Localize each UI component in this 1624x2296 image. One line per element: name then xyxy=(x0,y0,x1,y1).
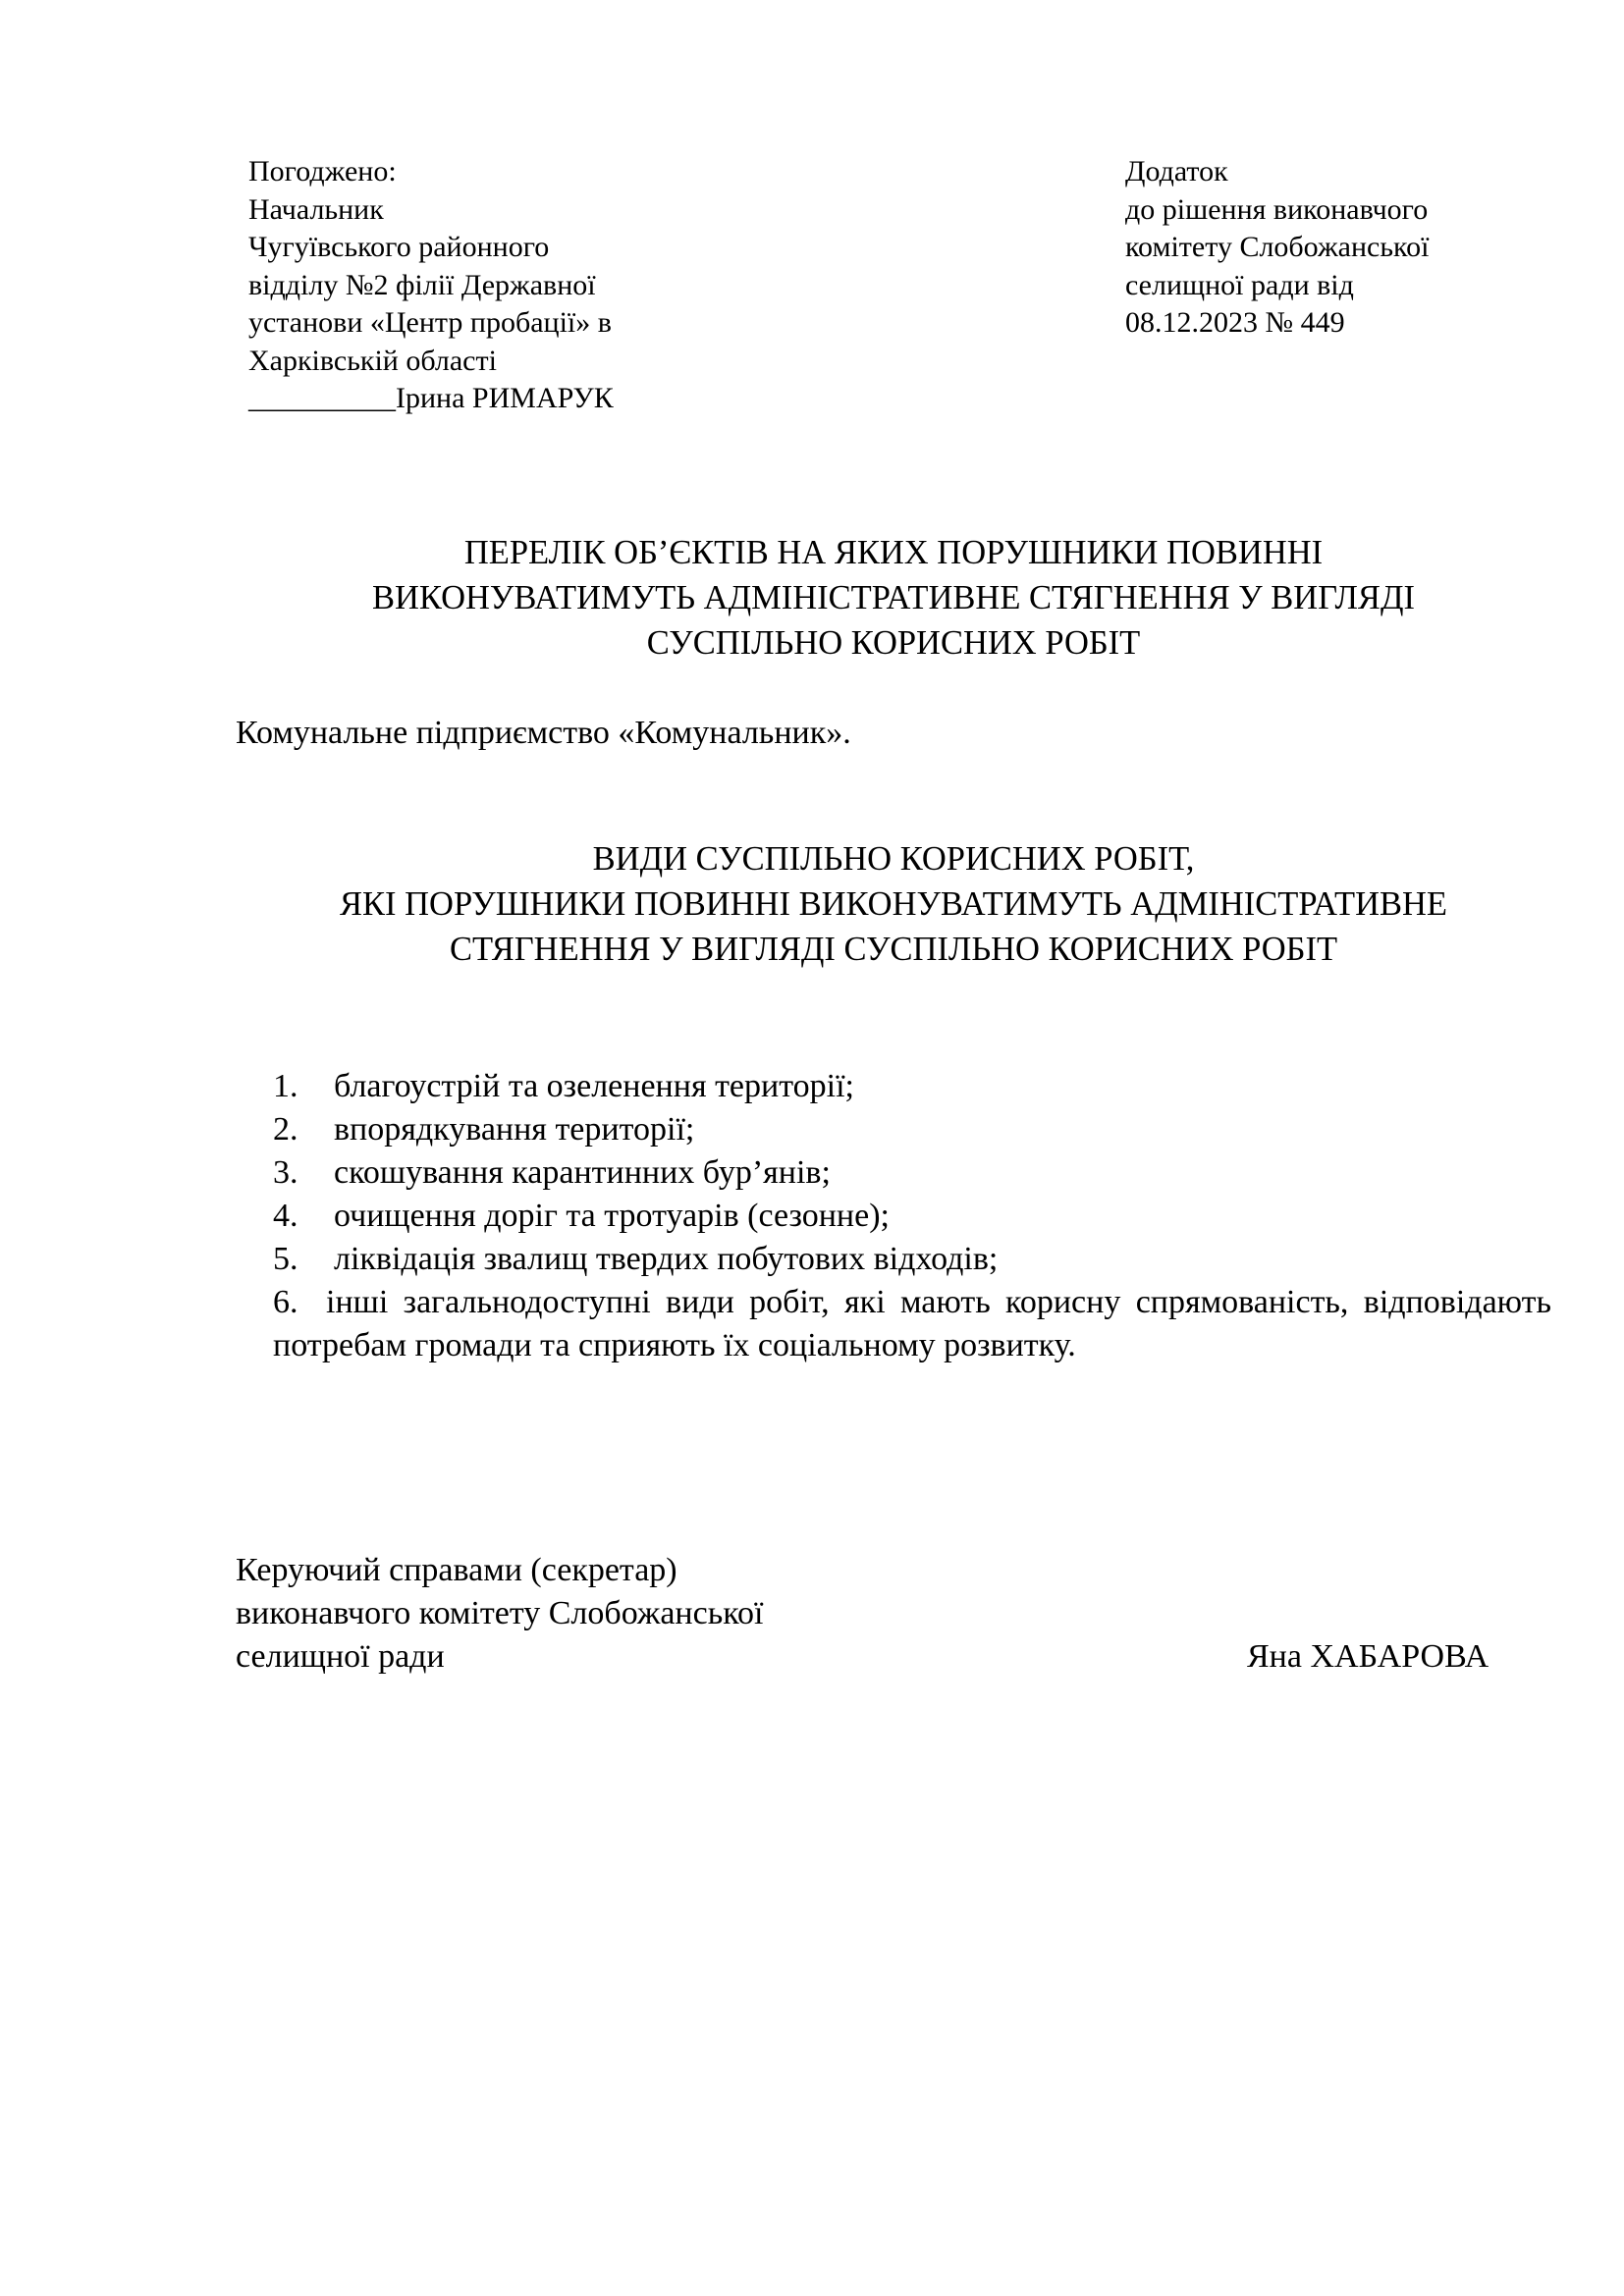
appendix-line: до рішення виконавчого xyxy=(1125,192,1429,226)
appendix-line: Додаток xyxy=(1125,155,1228,187)
list-item-text: ліквідація звалищ твердих побутових відходів; xyxy=(334,1241,999,1277)
appendix-block xyxy=(1125,153,1538,343)
list-item-text: впорядкування території; xyxy=(334,1111,695,1148)
list-item-number: 4. xyxy=(273,1198,298,1234)
approval-signature-line: __________Ірина РИМАРУК xyxy=(248,382,614,414)
title-line: СУСПІЛЬНО КОРИСНИХ РОБІТ xyxy=(646,624,1141,662)
list-item-text: інші загальнодоступні види робіт, які мають корисну спрямованість, відповідають потребам громади та сприяють їх соціальному розвитку. xyxy=(273,1284,1551,1363)
works-types-title xyxy=(236,836,1551,972)
enterprise-name: Комунальне підприємство «Комунальник». xyxy=(236,715,851,751)
list-item-text: очищення доріг та тротуарів (сезонне); xyxy=(334,1198,890,1234)
title-line: ВИДИ СУСПІЛЬНО КОРИСНИХ РОБІТ, xyxy=(592,840,1195,878)
list-item-text: благоустрій та озеленення території; xyxy=(334,1068,854,1104)
appendix-line: селищної ради від xyxy=(1125,268,1354,301)
appendix-line: комітету Слобожанської xyxy=(1125,231,1430,263)
signatory-name: Яна ХАБАРОВА xyxy=(1247,1638,1489,1675)
objects-list-title xyxy=(236,530,1551,666)
signatory-position xyxy=(236,1549,763,1679)
title-line: ПЕРЕЛІК ОБ’ЄКТІВ НА ЯКИХ ПОРУШНИКИ ПОВИННІ xyxy=(463,534,1324,571)
title-line: СТЯГНЕННЯ У ВИГЛЯДІ СУСПІЛЬНО КОРИСНИХ РОБІТ xyxy=(449,931,1338,968)
approval-line: установи «Центр пробації» в xyxy=(248,306,612,339)
works-list xyxy=(273,1065,1551,1367)
list-item xyxy=(273,1238,1551,1281)
list-item xyxy=(273,1065,1551,1108)
list-item-number: 2. xyxy=(273,1111,298,1148)
approval-line: Начальник xyxy=(248,192,384,226)
approval-block xyxy=(248,153,798,418)
appendix-date-number: 08.12.2023 № 449 xyxy=(1125,306,1345,339)
title-line: ЯКІ ПОРУШНИКИ ПОВИННІ ВИКОНУВАТИМУТЬ АДМІНІСТРАТИВНЕ xyxy=(339,885,1447,923)
approval-line: Чугуївського районного xyxy=(248,231,550,263)
list-item-number: 5. xyxy=(273,1241,298,1277)
approval-line: Погоджено: xyxy=(248,155,397,187)
list-item xyxy=(273,1281,1551,1367)
list-item xyxy=(273,1151,1551,1195)
list-item-number: 3. xyxy=(273,1154,298,1191)
approval-line: відділу №2 філії Державної xyxy=(248,268,596,301)
list-item-number: 1. xyxy=(273,1068,298,1104)
position-line: селищної ради xyxy=(236,1638,445,1675)
position-line: виконавчого комітету Слобожанської xyxy=(236,1595,764,1631)
title-line: ВИКОНУВАТИМУТЬ АДМІНІСТРАТИВНЕ СТЯГНЕННЯ У ВИГЛЯДІ xyxy=(372,579,1415,616)
list-item xyxy=(273,1195,1551,1238)
list-item xyxy=(273,1108,1551,1151)
position-line: Керуючий справами (секретар) xyxy=(236,1552,677,1588)
list-item-text: скошування карантинних бур’янів; xyxy=(334,1154,831,1191)
approval-line: Харківській області xyxy=(248,344,497,377)
list-item-number: 6. xyxy=(273,1284,298,1320)
